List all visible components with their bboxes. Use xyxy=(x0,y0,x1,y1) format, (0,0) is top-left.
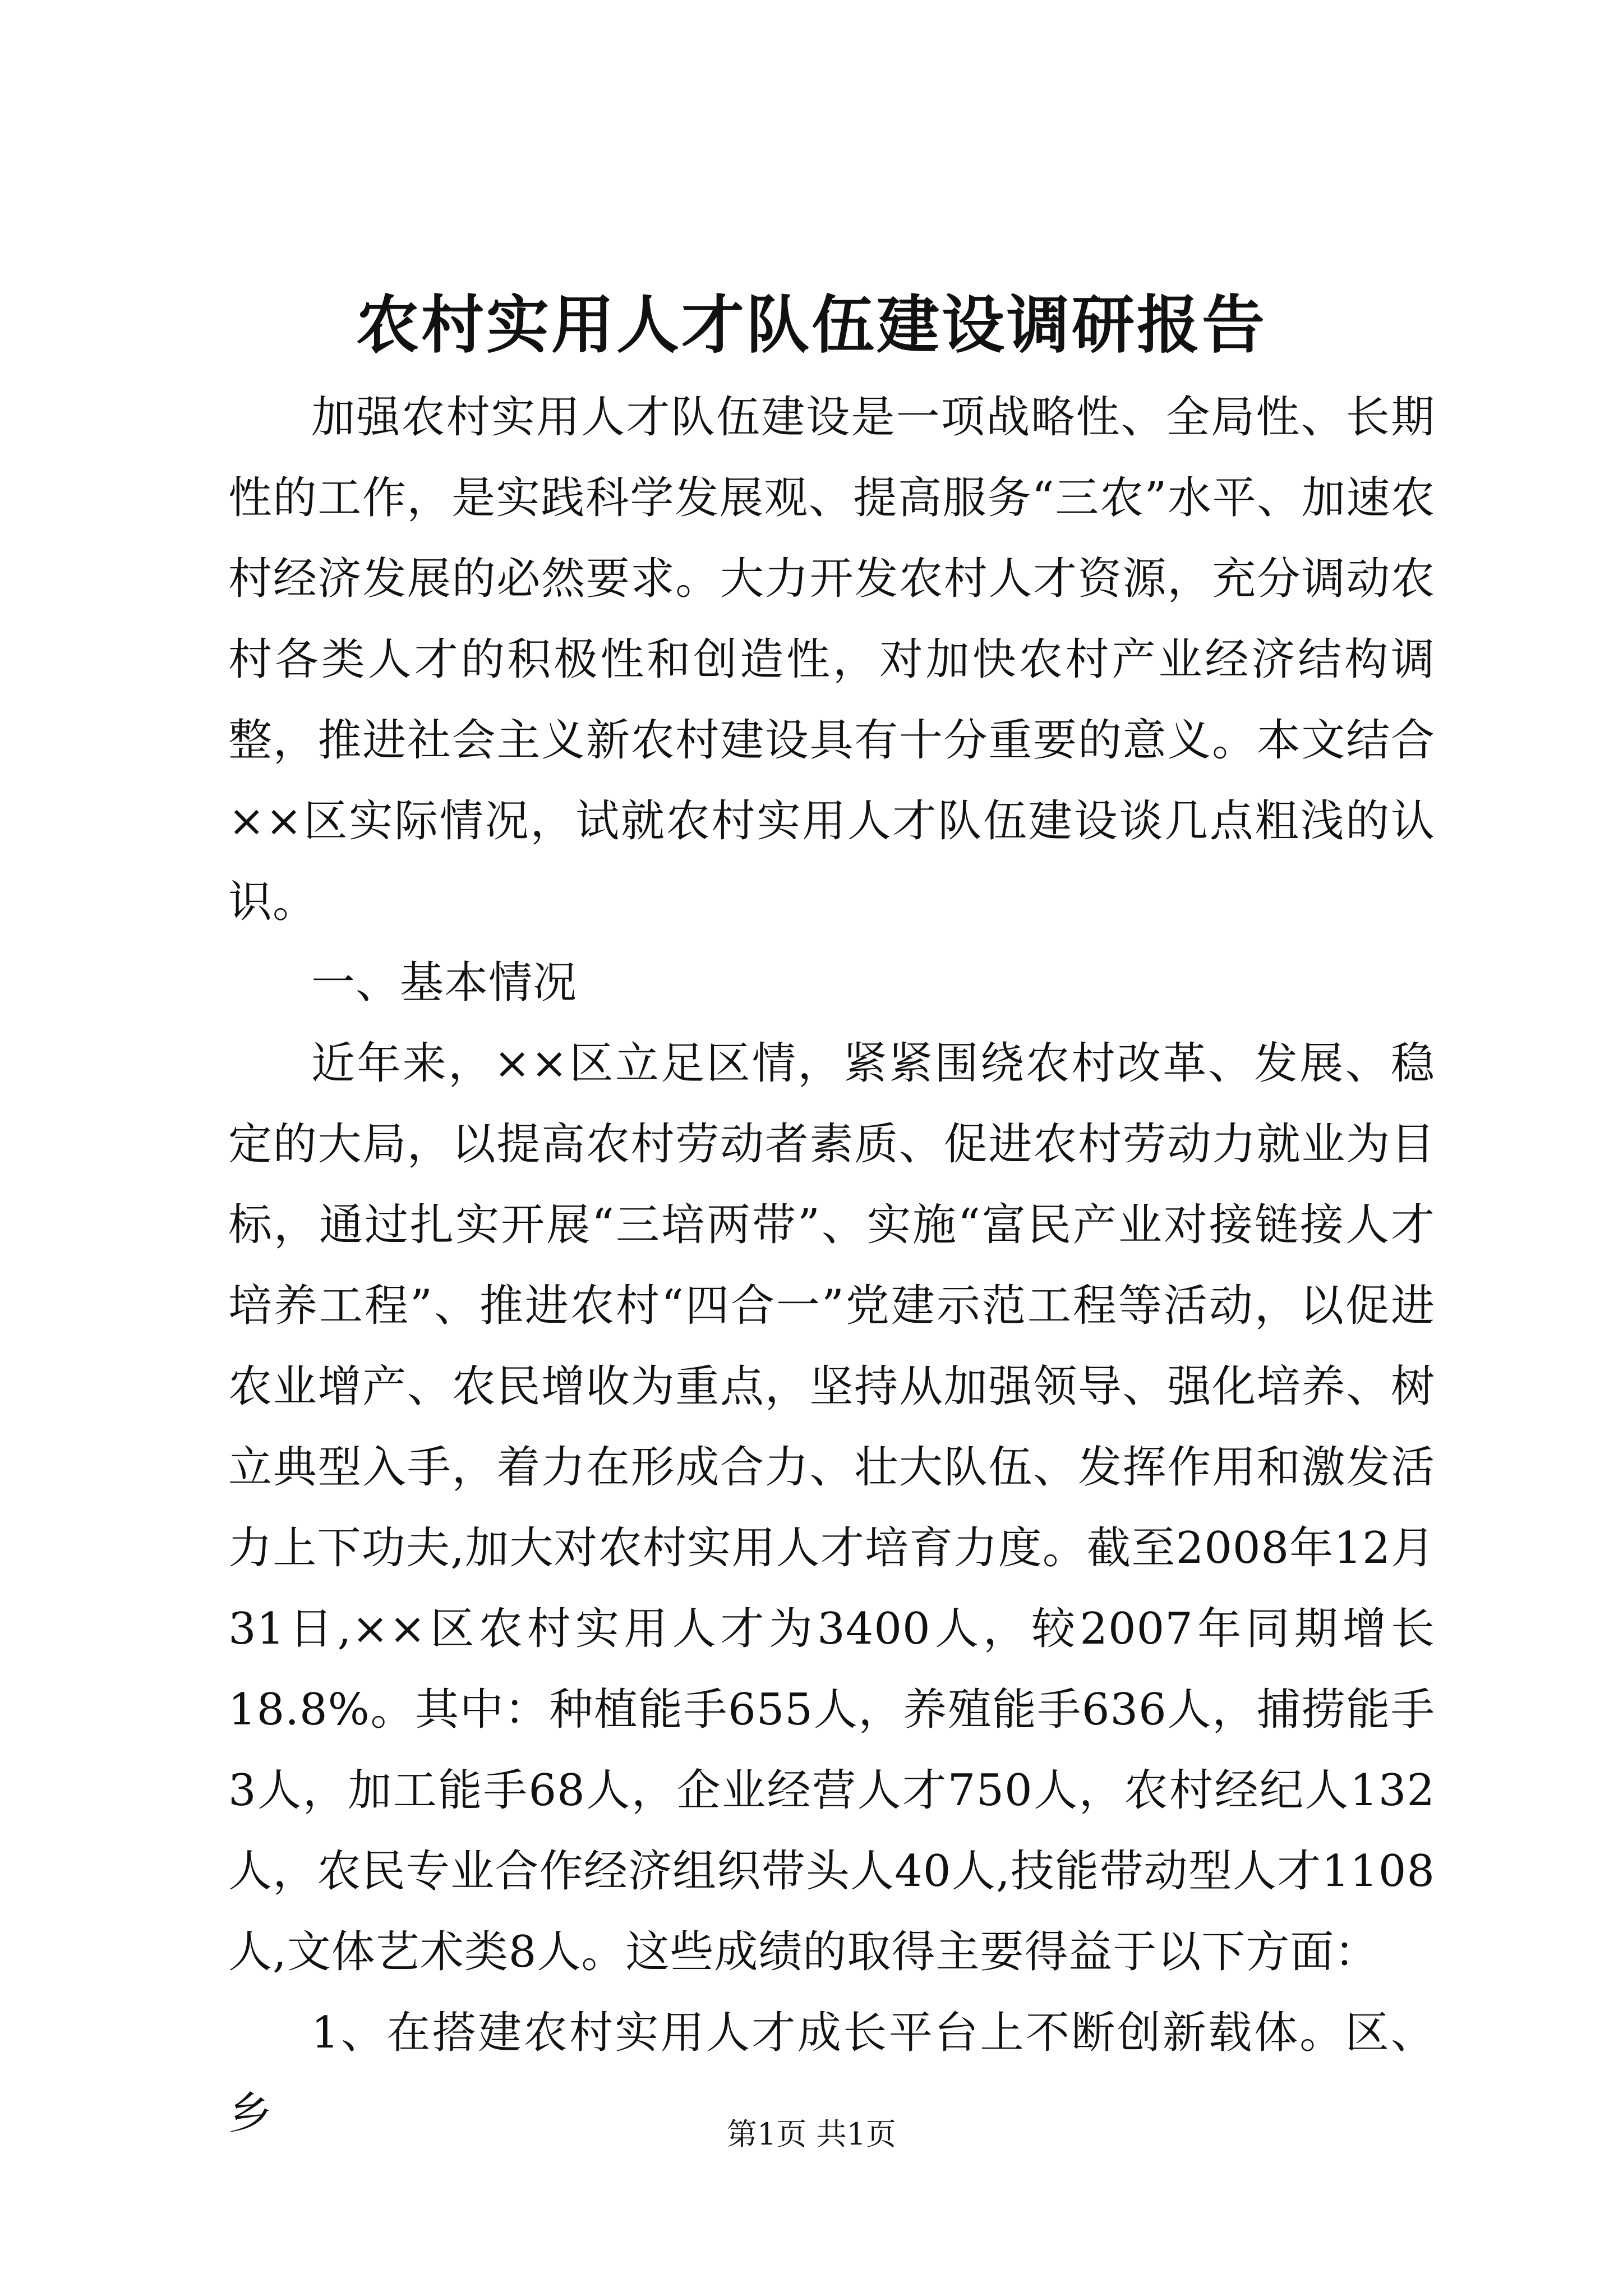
subsection-paragraph-1: 1、在搭建农村实用人才成长平台上不断创新载体。区、乡 xyxy=(228,2008,1435,2139)
basic-situation-paragraph: 近年来，××区立足区情，紧紧围绕农村改革、发展、稳定的大局，以提高农村劳动者素质、促进农村劳动力就业为目标，通过扎实开展“三培两带”、实施“富民产业对接链接人才培养工程”、推进农村“四合一”党建示范工程等活动，以促进农业增产、农民增收为重点，坚持从加强领导、强化培养、树立典型入手，着力在形成合力、壮大队伍、发挥作用和激发活力上下功夫,加大对农村实用人才培育力度。截至2008年12月31日,××区农村实用人才为3400人，较2007年同期增长18.8%。其中：种植能手655人，养殖能手636人，捕捞能手3人，加工能手68人，企业经营人才750人，农村经纪人132人，农民专业合作经济组织带头人40人,技能带动型人才1108人,文体艺术类8人。这些成绩的取得主要得益于以下方面： xyxy=(228,1038,1435,1977)
document-title: 农村实用人才队伍建设调研报告 xyxy=(356,288,1267,362)
section-heading-basic-situation: 一、基本情况 xyxy=(311,958,578,1008)
page-footer: 第1页 共1页 xyxy=(727,2116,896,2152)
intro-paragraph: 加强农村实用人才队伍建设是一项战略性、全局性、长期性的工作，是实践科学发展观、提高服务“三农”水平、加速农村经济发展的必然要求。大力开发农村人才资源，充分调动农村各类人才的积极性和创造性，对加快农村产业经济结构调整，推进社会主义新农村建设具有十分重要的意义。本文结合××区实际情况，试就农村实用人才队伍建设谈几点粗浅的认识。 xyxy=(228,392,1435,927)
document-body xyxy=(228,377,1435,2154)
